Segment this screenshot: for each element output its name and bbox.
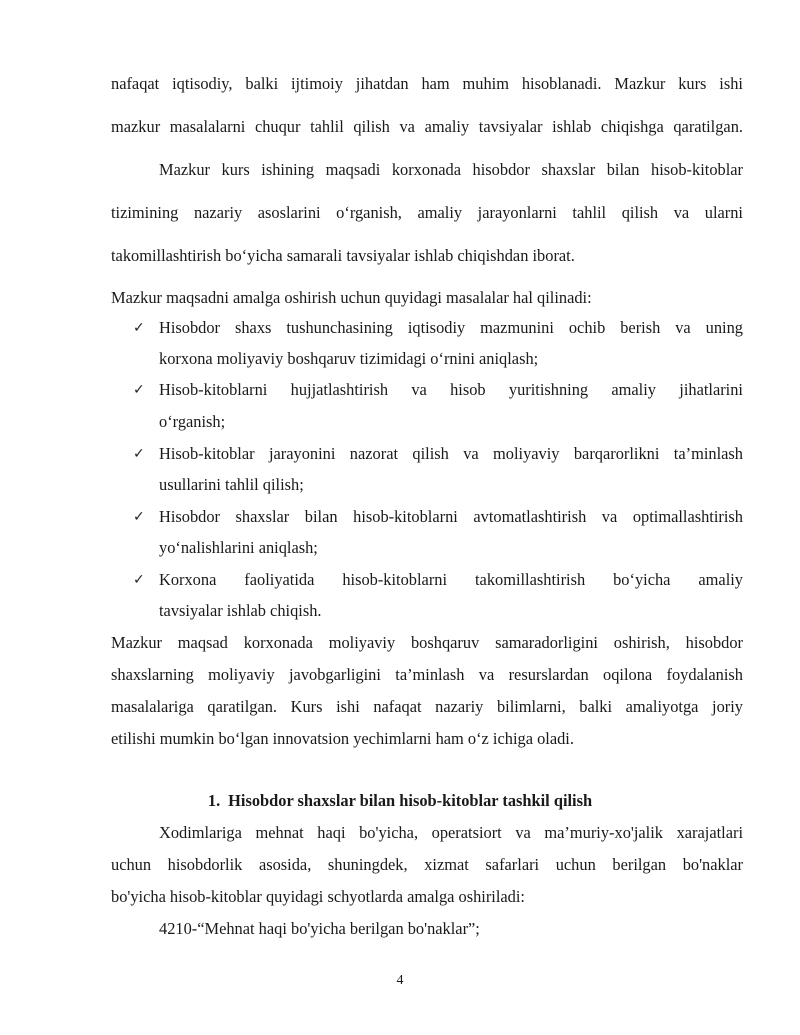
tasks-intro: Mazkur maqsadni amalga oshirish uchun quyidagi masalalar hal qilinadi: bbox=[111, 288, 592, 307]
conclusion-line-2: shaxslarning moliyaviy javobgarligini ta’minlash va resurslardan oqilona foydalanish bbox=[111, 665, 743, 684]
task-1-line-2: korxona moliyaviy boshqaruv tizimidagi o‘rnini aniqlash; bbox=[159, 349, 539, 368]
task-1-line-1: Hisobdor shaxs tushunchasining iqtisodiy mazmunini ochib berish va uning bbox=[159, 318, 743, 337]
intro-line-5: takomillashtirish bo‘yicha samarali tavsiyalar ishlab chiqishdan iborat. bbox=[111, 246, 575, 265]
check-icon: ✓ bbox=[133, 320, 145, 336]
section-title: Hisobdor shaxslar bilan hisob-kitoblar tashkil qilish bbox=[228, 791, 593, 810]
intro-line-2: mazkur masalalarni chuqur tahlil qilish va amaliy tavsiyalar ishlab chiqishga qaratilgan. bbox=[111, 117, 743, 136]
intro-line-3: Mazkur kurs ishining maqsadi korxonada hisobdor shaxslar bilan hisob-kitoblar bbox=[159, 160, 743, 179]
task-5-line-2: tavsiyalar ishlab chiqish. bbox=[159, 601, 322, 620]
intro-line-1: nafaqat iqtisodiy, balki ijtimoiy jihatdan ham muhim hisoblanadi. Mazkur kurs ishi bbox=[111, 74, 743, 93]
task-3-line-1: Hisob-kitoblar jarayonini nazorat qilish va moliyaviy barqarorlikni ta’minlash bbox=[159, 444, 743, 463]
task-2-line-1: Hisob-kitoblarni hujjatlashtirish va hisob yuritishning amaliy jihatlarini bbox=[159, 380, 743, 399]
section-number: 1. bbox=[207, 791, 221, 810]
conclusion-line-3: masalalariga qaratilgan. Kurs ishi nafaqat nazariy bilimlarni, balki amaliyotga joriy bbox=[111, 697, 743, 716]
check-icon: ✓ bbox=[133, 509, 145, 525]
section-line-1: Xodimlariga mehnat haqi bo'yicha, operatsiort va ma’muriy-xo'jalik xarajatlari bbox=[159, 823, 743, 842]
check-icon: ✓ bbox=[133, 572, 145, 588]
check-icon: ✓ bbox=[133, 382, 145, 398]
section-line-3: bo'yicha hisob-kitoblar quyidagi schyotlarda amalga oshiriladi: bbox=[111, 887, 525, 906]
conclusion-line-4: etilishi mumkin bo‘lgan innovatsion yechimlarni ham o‘z ichiga oladi. bbox=[111, 729, 574, 748]
task-5-line-1: Korxona faoliyatida hisob-kitoblarni takomillashtirish bo‘yicha amaliy bbox=[159, 570, 743, 589]
task-4-line-2: yo‘nalishlarini aniqlash; bbox=[159, 538, 318, 557]
task-2-line-2: o‘rganish; bbox=[159, 412, 226, 431]
page-number: 4 bbox=[396, 973, 404, 988]
section-line-2: uchun hisobdorlik asosida, shuningdek, xizmat safarlari uchun berilgan bo'naklar bbox=[111, 855, 743, 874]
intro-line-4: tizimining nazariy asoslarini o‘rganish, amaliy jarayonlarni tahlil qilish va ularni bbox=[111, 203, 743, 222]
conclusion-line-1: Mazkur maqsad korxonada moliyaviy boshqaruv samaradorligini oshirish, hisobdor bbox=[111, 633, 743, 652]
section-heading bbox=[0, 791, 800, 811]
task-3-line-2: usullarini tahlil qilish; bbox=[159, 475, 304, 494]
check-icon: ✓ bbox=[133, 446, 145, 462]
task-4-line-1: Hisobdor shaxslar bilan hisob-kitoblarni avtomatlashtirish va optimallashtirish bbox=[159, 507, 743, 526]
section-line-4: 4210-“Mehnat haqi bo'yicha berilgan bo'naklar”; bbox=[159, 919, 480, 938]
